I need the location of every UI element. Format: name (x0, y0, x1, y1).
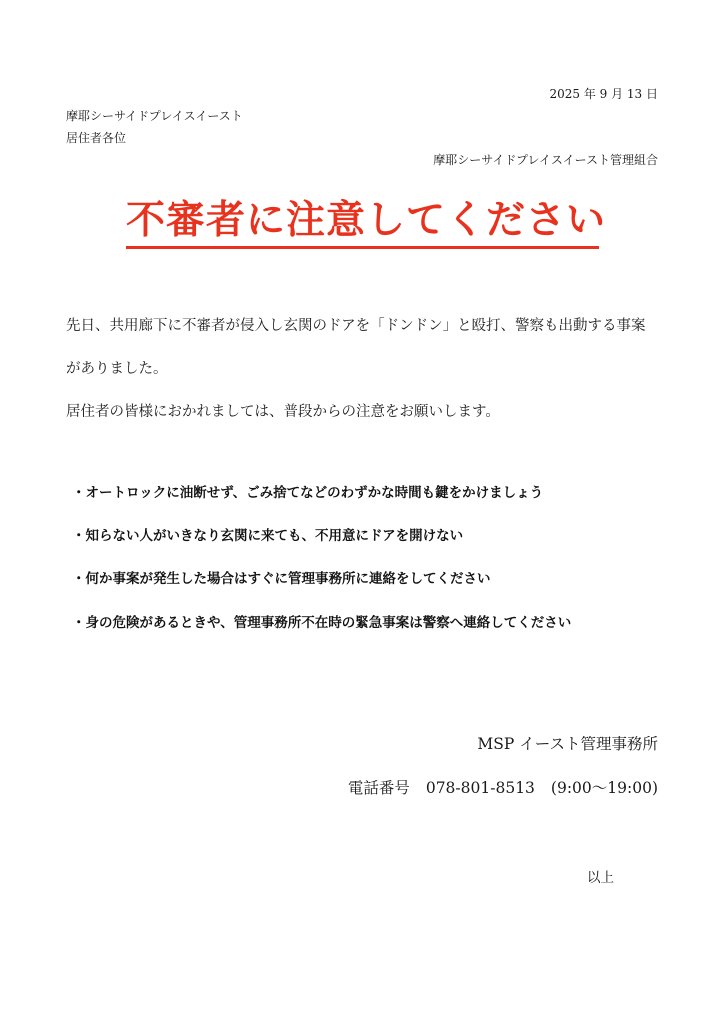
office-hours: (9:00～19:00) (550, 779, 658, 797)
phone-label: 電話番号 (347, 779, 410, 797)
bullet-item: ・身の危険があるときや、管理事務所不在時の緊急事案は警察へ連絡してください (72, 615, 572, 631)
phone-line (348, 776, 658, 798)
notice-title: 不審者に注意してください (126, 198, 607, 243)
bullet-item: ・知らない人がいきなり玄関に来ても、不用意にドアを開けない (72, 528, 464, 544)
bullet-item: ・オートロックに油断せず、ごみ捨てなどのわずかな時間も鍵をかけましょう (72, 485, 544, 501)
body-line-3: 居住者の皆様におかれましては、普段からの注意をお願いします。 (66, 404, 500, 420)
recipient-residents: 居住者各位 (66, 131, 127, 145)
recipient-building: 摩耶シーサイドプレイスイースト (66, 109, 243, 123)
document-date: 2025 年 9 月 13 日 (549, 87, 658, 101)
closing-mark: 以上 (587, 870, 614, 886)
office-name: MSP イースト管理事務所 (477, 735, 658, 753)
title-underline (126, 246, 599, 249)
body-line-2: がありました。 (66, 361, 168, 377)
body-line-1: 先日、共用廊下に不審者が侵入し玄関のドアを「ドンドン」と殴打、警察も出動する事案 (66, 318, 646, 334)
sender-association: 摩耶シーサイドプレイスイースト管理組合 (433, 153, 658, 167)
phone-number: 078-801-8513 (425, 779, 535, 797)
bullet-item: ・何か事案が発生した場合はすぐに管理事務所に連絡をしてください (72, 571, 491, 587)
